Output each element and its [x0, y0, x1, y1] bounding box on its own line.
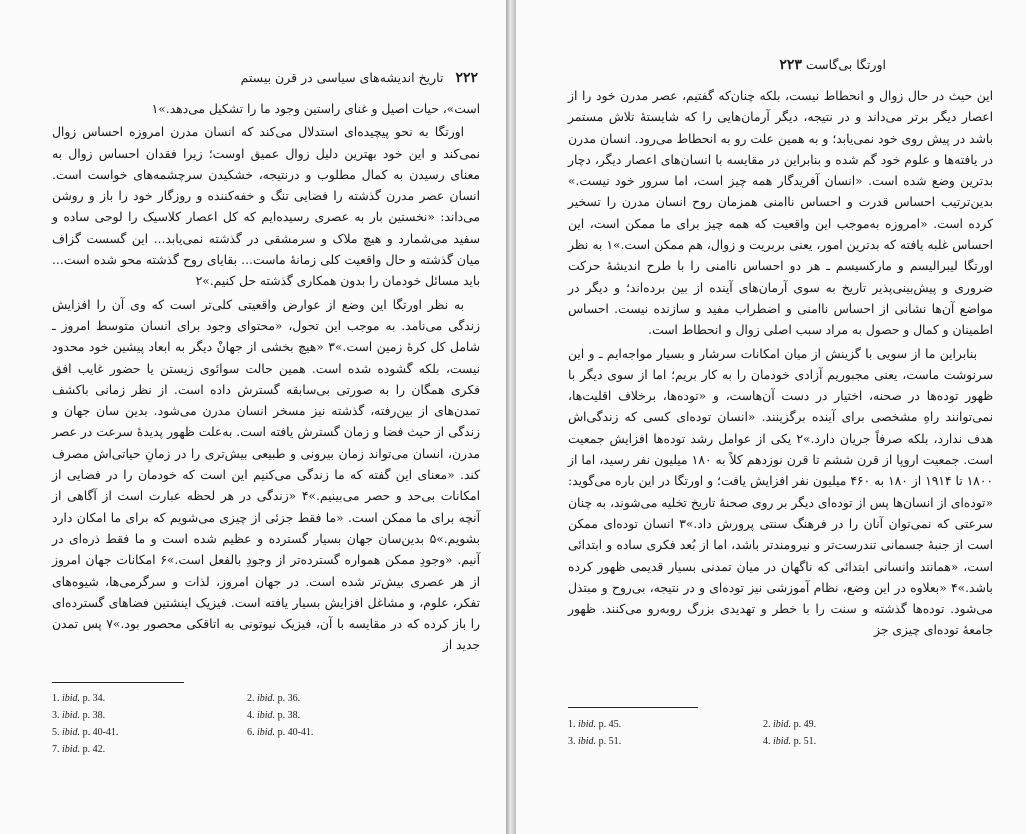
running-head-title: تاریخ اندیشه‌های سیاسی در قرن بیستم [240, 70, 444, 85]
footnote: 4. ibid. p. 38. [247, 710, 301, 721]
paragraph: اورتگا به‌ نحو پیچیده‌ای استدلال می‌کند که انسان مدرن امروزه احساس زوال نمی‌کند و این خود بهترین دلیل زوال عمیق اوست؛ زیرا فقدان احساس زوال به معنای رسیدن به کمال مطلوب و درنتیجه، خشکیدن سرچشمه‌های خواست است. انسان عصر مدرن گذشته را فضایی تنگ و خفه‌کننده و روزگار خود را باز و روشن می‌داند: «نخستین بار به عصری رسیده‌ایم که کل اعصار کلاسیک را لوحی ساده و سفید می‌شمارد و هیچ ملاک و سرمشقی در گذشته نمی‌یابد... این گسست گزاف میان گذشته و حال واقعیت کلی زمانهٔ ماست... بقایای روح گذشته محو شده است... باید مسائل خودمان را بدون همکاری گذشته حل کنیم.»۲ [52, 125, 480, 289]
footnote: 6. ibid. p. 40-41. [247, 727, 314, 738]
right-footnotes [568, 718, 883, 749]
right-running-head [771, 57, 886, 73]
right-page [516, 0, 1026, 834]
running-head-title: اورتگا ‌‌بی‌گاست [805, 57, 886, 72]
page-number: ۲۲۳ [779, 57, 802, 73]
footnote-rule [568, 707, 698, 708]
page-number: ۲۲۲ [455, 70, 478, 86]
left-body-text [52, 99, 480, 659]
footnote-rule [52, 682, 184, 683]
paragraph: این حیث در حال زوال و انحطاط نیست، بلکه چنان‌که گفتیم، عصر مدرن خود را از اعصار دیگر برتر می‌داند و در نتیجه، دیگر آرمان‌هایی را که شایستهٔ تلاش مستمر باشد در پیش روی خود نمی‌یابد؛ و به همین علت رو به انحطاط می‌رود. انسان مدرن در یافته‌ها و علوم خود گم شده و بنابراین در مقایسه با انسان‌های اعصار دیگر، دچار بدترین وضع شده است. «انسان آفریدگار همه چیز است، اما سرور خود نیست.» بدین‌ترتیب احساس قدرت و احساس ناامنی همزمان روح انسان مدرن را تسخیر کرده است. «امروزه به‌موجب این واقعیت که همه چیز برای ما ممکن است، این احساس غلبه یافته که بدترین امور، یعنی بربریت و زوال، هم ممکن است.»۱ به نظر اورتگا لیبرالیسم و مارکسیسم ـ هر دو احساس ناامنی را با طرح اندیشهٔ حرکت ضروری و پیش‌بینی‌پذیر تاریخ به سوی آرمان‌های آینده از بین برده‌اند؛ و دیگر در مواضع آن‌ها نشانی از احساس ناامنی و اضطراب مفید و سازنده نیست. احساس اطمینان و کمال و حصول به مراد سبب اصلی زوال و انحطاط است. [568, 89, 993, 338]
right-body-text [568, 86, 993, 644]
footnote: 1. ibid. p. 45. [568, 719, 622, 730]
footnote: 3. ibid. p. 38. [52, 710, 106, 721]
footnote: 7. ibid. p. 42. [52, 744, 106, 755]
footnote: 5. ibid. p. 40-41. [52, 727, 119, 738]
footnote: 2. ibid. p. 49. [763, 719, 817, 730]
footnote: 3. ibid. p. 51. [568, 736, 622, 747]
left-page [0, 0, 506, 834]
footnote: 2. ibid. p. 36. [247, 693, 301, 704]
paragraph: است»، حیات اصیل و غنای راستین وجود ما را تشکیل می‌دهد.»۱ [151, 102, 480, 116]
left-footnotes [52, 692, 367, 757]
left-running-head [241, 70, 478, 86]
footnote: 1. ibid. p. 34. [52, 693, 106, 704]
paragraph: به نظر اورتگا این وضع از عوارض واقعیتی کلی‌تر است که وی آن را افزایش زندگی می‌نامد. به موجب این تحول، «محتوای وجود برای انسان متوسط امروز ـ شامل کل کرهٔ زمین است.»۳ «هیچ بخشی از جهانْ دیگر به ابعاد پیشین خود محدود نیست، بلکه گشوده شده است. همین حالت سوائوی زیستن یا حضور غایب افق فکری همگان را به صورتی بی‌سابقه گسترش داده است. از نظر زمانی باکشف تمدن‌های از بین‌رفته، گذشته نیز مسخر انسان مدرن می‌شود. بدین سان جهان و زندگی از حیث فضا و زمان گسترش یافته است. به‌علت ظهور پدیدهٔ سرعت در عصر مدرن، انسان می‌تواند زمان بیرونی و طبیعی بیش‌تری را در زمانِ حیاتی‌اش مصرف کند. «معنای این گفته که ما زندگی می‌کنیم این است که خودمان را در فضایی از امکانات بی‌حد و حصر می‌بینیم.»۴ «زندگی در هر لحظه عبارت است از آگاهی از آنچه برای ما ممکن است. «ما فقط جزئی از چیزی می‌شویم که برای ما امکان دارد بشویم.»۵ بدین‌سان جهان بسیار گسترده و عظیم شده است و ما فقط ذره‌ای در آنیم. «وجودِ ممکن همواره گسترده‌تر از وجودِ بالفعل است.»۶ امکانات جهان امروز از هر عصری بیش‌تر شده است. در جهان امروز، لذات و سرگرمی‌ها، شیوه‌های تفکر، علوم، و مشاغل افزایش بسیار یافته است. فیزیک اینشتین فضاهای گسترده‌ای را باز کرده که در مقایسه با آن، فیزیک نیوتونی به اتاقکی محصور بود.»۷ پس تمدن جدید از [52, 297, 480, 653]
paragraph: بنابراین ما از سویی با گزینش از میان امکانات سرشار و بسیار مواجه‌ایم ـ و این سرنوشت ماست، یعنی مجبوریم آزادی خودمان را به کار بریم؛ اما از سوی دیگر با ظهور توده‌ها در صحنه، اختیار در دست آن‌هاست، و «توده‌ها، برخلاف اقلیت‌ها، نمی‌توانند راهِ مشخصی برای آینده برگزینند. «انسان توده‌ای کسی که زندگی‌اش هدف ندارد، بلکه صرفاً جریان دارد.»۲ یکی از عوامل رشد توده‌ها افزایش جمعیت است. جمعیت اروپا از قرن ششم تا قرن نوزدهم کلاً به ۱۸۰ میلیون نفر رسید، اما از ۱۸۰۰ تا ۱۹۱۴ از ۱۸۰ به ۴۶۰ میلیون نفر افزایش یافت؛ و اورتگا در این باره می‌گوید: «توده‌ای از انسان‌ها پس از توده‌ای دیگر بر روی صحنهٔ تاریخ تخلیه می‌شوند، به چنان سرعتی که نمی‌توان آنان را در فرهنگ سنتی پرورش داد.»۳ انسان توده‌ای ممکن است از جنبهٔ جسمانی تندرست‌تر و نیرومندتر باشد، اما از بُعد فکری ساده و ابتدائی است، «همانند وانسانی ابتدائی که ناگهان در میان تمدنی بسیار قدیمی ظهور کرده باشد.»۴ «بعلاوه در این وضع، نظام آموزشی نیز توده‌ای و در نتیجه، بی‌روح و مبتذل می‌شود. توده‌ها گذشته و سنت را با خطر و تهدیدی بزرگ روبه‌رو می‌کنند. ظهور جامعهٔ توده‌ای چیزی جز [568, 346, 993, 638]
footnote: 4. ibid. p. 51. [763, 736, 817, 747]
book-spine [506, 0, 516, 834]
